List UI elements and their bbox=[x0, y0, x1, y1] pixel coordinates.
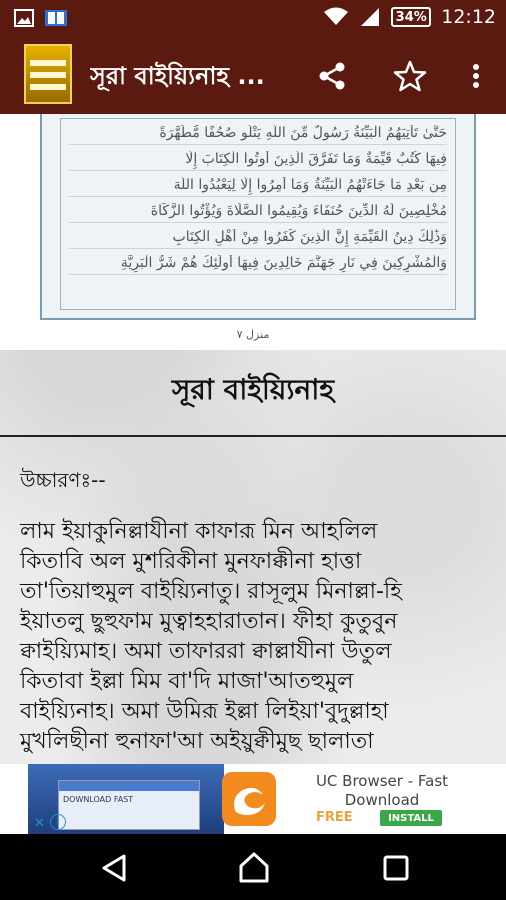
quran-page-frame bbox=[40, 114, 476, 320]
overflow-menu-button[interactable] bbox=[456, 56, 496, 96]
quran-line: حَتَّىٰ تَأْتِيَهُمُ الْبَيِّنَةُ رَسُولٌ مِّنَ اللَّهِ يَتْلُو صُحُفًا مُّطَهَّرَةً bbox=[69, 125, 447, 145]
back-icon bbox=[100, 853, 128, 883]
favorite-button[interactable] bbox=[390, 56, 430, 96]
signal-icon bbox=[359, 7, 381, 27]
ad-banner[interactable] bbox=[0, 764, 506, 834]
text-line: তা'তিয়াহুমুল বাইয়্যিনাতু। রাসূলুম মিনাল্লা-হি bbox=[20, 579, 402, 604]
surah-title: সূরা বাইয়্যিনাহ bbox=[171, 373, 335, 406]
share-button[interactable] bbox=[312, 56, 352, 96]
title-divider bbox=[0, 435, 506, 437]
text-line: বাইয়্যিনাহ। অমা উমিরূ ইল্লা লিইয়া'বুদুল্লাহা bbox=[20, 699, 389, 724]
quran-line: وَذَٰلِكَ دِينُ الْقَيِّمَةِ إِنَّ الَّذِينَ كَفَرُوا مِنْ أَهْلِ الْكِتَابِ bbox=[69, 229, 447, 249]
ad-image-caption: DOWNLOAD FAST bbox=[63, 795, 134, 804]
ad-price: FREE bbox=[316, 810, 353, 825]
uc-browser-logo-icon[interactable] bbox=[222, 772, 276, 826]
quran-page-image bbox=[0, 114, 506, 350]
home-button[interactable] bbox=[236, 850, 272, 886]
text-line: ক্বাইয়্যিমাহ। অমা তাফাররা ক্বাল্লাযীনা উতুল bbox=[20, 639, 392, 664]
recents-icon bbox=[382, 854, 410, 882]
status-left-icons bbox=[14, 8, 68, 28]
image-icon bbox=[14, 9, 34, 27]
app-logo[interactable] bbox=[24, 44, 72, 104]
app-bar bbox=[0, 36, 506, 114]
ad-info-icon[interactable]: i bbox=[50, 814, 66, 830]
home-icon bbox=[237, 851, 271, 885]
pronunciation-text bbox=[20, 517, 490, 757]
back-button[interactable] bbox=[96, 850, 132, 886]
text-line: মুখলিছীনা হুনাফা'আ অইয়ুক্বীমুছ ছালাতা bbox=[20, 729, 374, 754]
page-note: منزل ۷ bbox=[236, 328, 270, 341]
overflow-menu-icon bbox=[472, 63, 480, 89]
content-scroll-area[interactable] bbox=[0, 114, 506, 764]
status-right-icons bbox=[323, 6, 496, 28]
quran-line: مُخْلِصِينَ لَهُ الدِّينَ حُنَفَاءَ وَيُقِيمُوا الصَّلَاةَ وَيُؤْتُوا الزَّكَاةَ bbox=[69, 203, 447, 223]
app-title: সূরা বাইয়্যিনাহ ... bbox=[90, 62, 265, 90]
recents-button[interactable] bbox=[378, 850, 414, 886]
status-bar bbox=[0, 0, 506, 36]
text-line: কিতাবা ইল্লা মিম বা'দি মাজা'আতহুমুল bbox=[20, 669, 354, 694]
quran-line: فِيهَا كُتُبٌ قَيِّمَةٌ وَمَا تَفَرَّقَ الَّذِينَ أُوتُوا الْكِتَابَ إِلَّا bbox=[69, 151, 447, 171]
star-icon bbox=[393, 59, 427, 93]
quran-line: وَالْمُشْرِكِينَ فِي نَارِ جَهَنَّمَ خَالِدِينَ فِيهَا أُولَٰئِكَ هُمْ شَرُّ الْبَرِيَّةِ bbox=[69, 255, 447, 275]
pronunciation-label: উচ্চারণঃ-- bbox=[20, 468, 106, 492]
wifi-icon bbox=[323, 7, 349, 27]
text-line: ইয়াতলু ছুহুফাম মুত্বাহহারাতান। ফীহা কুতুবুন bbox=[20, 609, 398, 634]
text-line: লাম ইয়াকুনিল্লাযীনা কাফারূ মিন আহলিল bbox=[20, 519, 378, 544]
share-icon bbox=[317, 61, 347, 91]
ad-close-icon[interactable]: ✕ bbox=[34, 816, 45, 831]
battery-indicator: 34% bbox=[391, 7, 431, 27]
navigation-bar bbox=[0, 834, 506, 900]
ad-title[interactable]: UC Browser - Fast Download bbox=[315, 772, 449, 809]
quran-line: مِن بَعْدِ مَا جَاءَتْهُمُ الْبَيِّنَةُ وَمَا أُمِرُوا إِلَّا لِيَعْبُدُوا اللَّهَ bbox=[69, 177, 447, 197]
book-icon bbox=[44, 8, 68, 28]
text-line: কিতাবি অল মুশরিকীনা মুনফাক্কীনা হাত্তা bbox=[20, 549, 362, 574]
ad-install-button[interactable]: INSTALL bbox=[380, 810, 442, 826]
clock: 12:12 bbox=[441, 6, 496, 28]
